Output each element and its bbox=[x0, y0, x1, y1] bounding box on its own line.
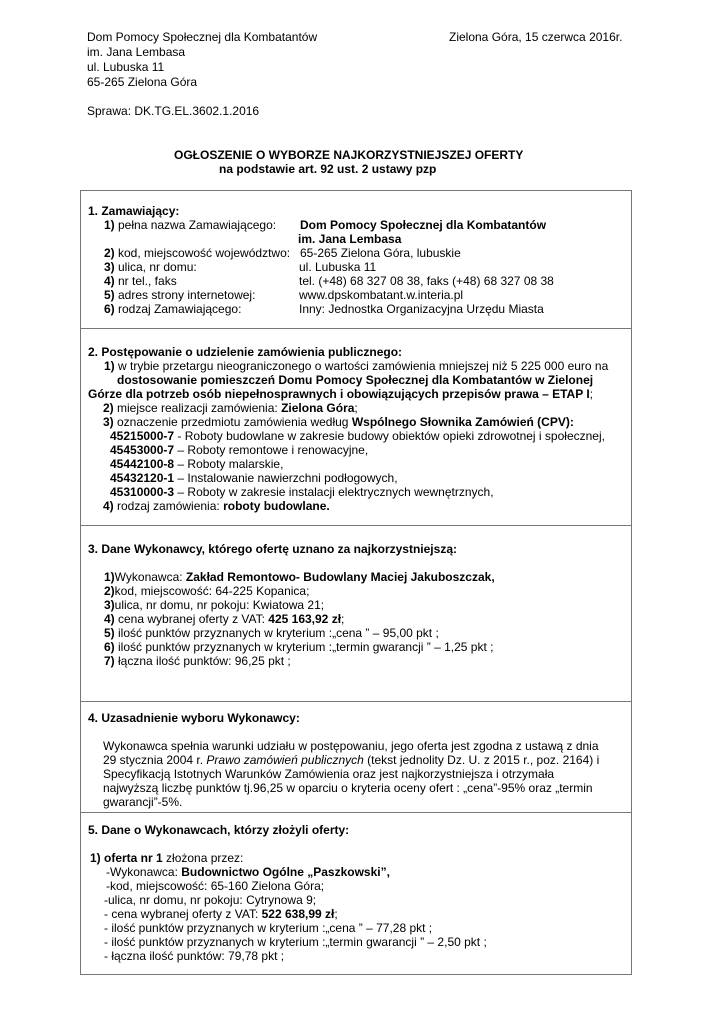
value-full-name-patron: im. Jana Lembasa bbox=[298, 232, 402, 246]
section-4-heading: 4. Uzasadnienie wyboru Wykonawcy: bbox=[88, 711, 300, 725]
section-2-heading: 2. Postępowanie o udzielenie zamówienia publicznego: bbox=[88, 345, 403, 359]
section-1-contracting-authority bbox=[80, 190, 632, 329]
value-authority-type: Inny: Jednostka Organizacyjna Urzędu Miasta bbox=[299, 302, 544, 316]
field-postal-code: 2) kod, miejscowość województwo: bbox=[104, 246, 291, 260]
offer-1-points-warranty: - ilość punktów przyznanych w kryterium :„termin gwarancji ” – 2,50 pkt ; bbox=[104, 935, 487, 949]
section-1-heading: 1. Zamawiający: bbox=[88, 204, 180, 218]
winner-postal: 2)kod, miejscowość: 64-225 Kopanica; bbox=[104, 584, 310, 598]
institution-name: Dom Pomocy Społecznej dla Kombatantów bbox=[87, 30, 318, 44]
winner-points-total: 7) łączna ilość punktów: 96,25 pkt ; bbox=[104, 654, 291, 668]
offer-1-points-price: - ilość punktów przyznanych w kryterium :„cena ” – 77,28 pkt ; bbox=[104, 921, 433, 935]
document-subtitle: na podstawie art. 92 ust. 2 ustawy pzp bbox=[219, 162, 437, 176]
field-website: 5) adres strony internetowej: bbox=[104, 288, 256, 302]
section-3-winning-contractor bbox=[80, 525, 632, 702]
value-phone-fax: tel. (+48) 68 327 08 38, faks (+48) 68 327 08 38 bbox=[299, 274, 554, 288]
section-3-heading: 3. Dane Wykonawcy, którego ofertę uznano za najkorzystniejszą: bbox=[88, 542, 457, 556]
winner-points-price: 5) ilość punktów przyznanych w kryterium :„cena ” – 95,00 pkt ; bbox=[104, 626, 439, 640]
document-title: OGŁOSZENIE O WYBORZE NAJKORZYSTNIEJSZEJ OFERTY bbox=[174, 148, 524, 162]
justification-line: Wykonawca spełnia warunki udziału w postępowaniu, jego oferta jest zgodna z ustawą z dnia bbox=[103, 739, 599, 753]
cpv-item: 45215000-7 - Roboty budowlane w zakresie budowy obiektów opieki zdrowotnej i społecznej, bbox=[110, 429, 605, 443]
section-5-heading: 5. Dane o Wykonawcach, którzy złożyli oferty: bbox=[88, 823, 350, 837]
procedure-location: 2) miejsce realizacji zamówienia: Zielona Góra; bbox=[103, 401, 358, 415]
offer-1-header: 1) oferta nr 1 złożona przez: bbox=[90, 851, 244, 865]
justification-line: Specyfikacją Istotnych Warunków Zamówienia oraz jest najkorzystniejsza i otrzymała bbox=[103, 767, 555, 781]
institution-street: ul. Lubuska 11 bbox=[87, 60, 165, 74]
field-authority-type: 6) rodzaj Zamawiającego: bbox=[104, 302, 242, 316]
winner-street: 3)ulica, nr domu, nr pokoju: Kwiatowa 21; bbox=[104, 598, 325, 612]
value-website: www.dpskombatant.w.interia.pl bbox=[299, 288, 464, 302]
place-date: Zielona Góra, 15 czerwca 2016r. bbox=[449, 30, 623, 44]
field-full-name: 1) pełna nazwa Zamawiającego: bbox=[104, 218, 277, 232]
cpv-item: 45453000-7 – Roboty remontowe i renowacyjne, bbox=[110, 443, 369, 457]
justification-line: najwyższą liczbę punktów tj.96,25 w oparciu o kryteria oceny ofert : „cena”-95% oraz „termin bbox=[103, 781, 593, 795]
offer-1-contractor: -Wykonawca: Budownictwo Ogólne „Paszkowski”, bbox=[106, 865, 390, 879]
cpv-item: 45310000-3 – Roboty w zakresie instalacji elektrycznych wewnętrznych, bbox=[110, 485, 494, 499]
offer-1-street: -ulica, nr domu, nr pokoju: Cytrynowa 9; bbox=[104, 893, 317, 907]
procedure-mode: 1) w trybie przetargu nieograniczonego o wartości zamówienia mniejszej niż 5 225 000 euro na bbox=[104, 359, 609, 373]
winner-price: 4) cena wybranej oferty z VAT: 425 163,92 zł; bbox=[104, 612, 345, 626]
procedure-order-type: 4) rodzaj zamówienia: roboty budowlane. bbox=[103, 499, 330, 513]
justification-line: gwarancji”-5%. bbox=[103, 795, 183, 809]
winner-points-warranty: 6) ilość punktów przyznanych w kryterium :„termin gwarancji ” – 1,25 pkt ; bbox=[104, 640, 494, 654]
institution-patron: im. Jana Lembasa bbox=[87, 45, 186, 59]
field-street: 3) ulica, nr domu: bbox=[104, 260, 197, 274]
value-postal-code: 65-265 Zielona Góra, lubuskie bbox=[300, 246, 461, 260]
institution-city: 65-265 Zielona Góra bbox=[87, 75, 198, 89]
procedure-subject-line1: dostosowanie pomieszczeń Domu Pomocy Społecznej dla Kombatantów w Zielonej bbox=[117, 373, 594, 387]
cpv-item: 45442100-8 – Roboty malarskie, bbox=[110, 457, 284, 471]
section-4-justification bbox=[80, 701, 632, 813]
value-full-name: Dom Pomocy Społecznej dla Kombatantów bbox=[300, 218, 547, 232]
justification-line: 29 stycznia 2004 r. Prawo zamówień publicznych (tekst jednolity Dz. U. z 2015 r., poz. 2164) i bbox=[103, 753, 600, 767]
section-2-procedure bbox=[80, 328, 632, 526]
value-street: ul. Lubuska 11 bbox=[299, 260, 377, 274]
field-phone-fax: 4) nr tel., faks bbox=[104, 274, 177, 288]
winner-name: 1)Wykonawca: Zakład Remontowo- Budowlany Maciej Jakuboszczak, bbox=[104, 570, 495, 584]
case-reference: Sprawa: DK.TG.EL.3602.1.2016 bbox=[87, 104, 260, 118]
offer-1-points-total: - łączna ilość punktów: 79,78 pkt ; bbox=[104, 949, 285, 963]
offer-1-postal: -kod, miejscowość: 65-160 Zielona Góra; bbox=[106, 879, 325, 893]
procedure-subject-line2: Górze dla potrzeb osób niepełnosprawnych i obowiązujących przepisów prawa – ETAP I; bbox=[88, 387, 593, 401]
cpv-item: 45432120-1 – Instalowanie nawierzchni podłogowych, bbox=[110, 471, 398, 485]
offer-1-price: - cena wybranej oferty z VAT: 522 638,99 zł; bbox=[104, 907, 338, 921]
procedure-cpv-intro: 3) oznaczenie przedmiotu zamówienia według Wspólnego Słownika Zamówień (CPV): bbox=[103, 415, 574, 429]
section-5-bidders bbox=[80, 812, 632, 975]
